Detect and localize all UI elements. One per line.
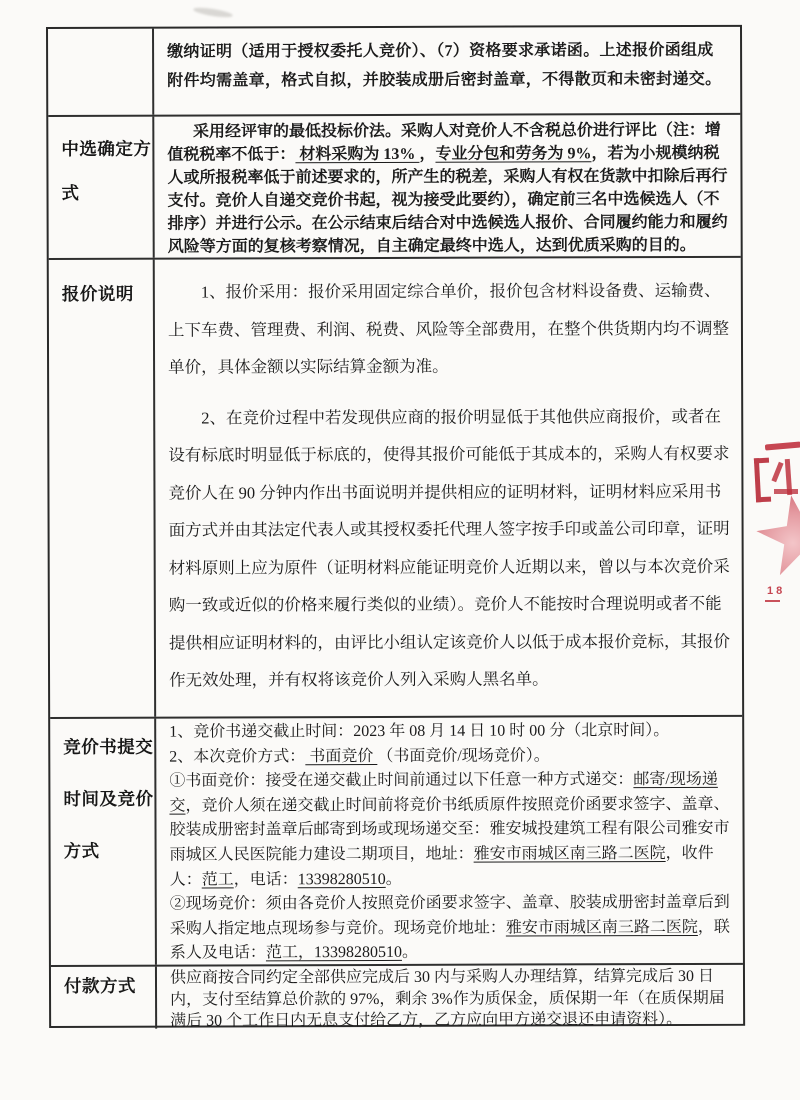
row-content-attachment-requirements	[154, 27, 740, 115]
table-row	[49, 256, 742, 717]
paragraph: 供应商按合同约定全部供应完成后 30 内与采购人办理结算，结算完成后 30 日内，支付至结算总价款的 97%，剩余 3%作为质保金，质保期一年（在质保期届满后 30 个工作日内无息支付给乙方，乙方应向甲方递交退还申请资料）。	[169, 967, 725, 1030]
row-content-submission-time-method	[156, 717, 743, 965]
row-label-quotation-notes: 报价说明	[49, 260, 156, 717]
stamp-bracket-mark	[754, 458, 771, 503]
table-row	[48, 27, 740, 115]
stamp-stroke	[774, 489, 798, 494]
row-content-selection-method	[154, 115, 740, 258]
paragraph: ①书面竞价：接受在递交截止时间前通过以下任意一种方式递交：邮寄/现场递交，竞价人须在递交截止时间前将竞价书纸质原件按照竞价函要求签字、盖章、胶装成册密封盖章后邮寄到场或现场递交至：雅安城投建筑工程有限公司雅安市雨城区人民医院能力建设二期项目，地址：雅安市雨城区南三路二医院，收件人：范工，电话：13398280510。	[169, 771, 730, 889]
row-content-quotation-notes	[155, 258, 742, 717]
stamp-stroke	[771, 462, 783, 482]
table-row	[48, 113, 740, 258]
red-stamp-fragment	[748, 435, 800, 615]
scan-smudge	[193, 6, 234, 19]
row-label-submission-time-method: 竞价书提交时间及竞价方式	[50, 719, 157, 965]
table-row	[50, 715, 743, 965]
row-content-payment-method	[157, 965, 743, 1029]
row-label-payment-method: 付款方式	[51, 967, 157, 1029]
paragraph: 2、本次竞价方式： 书面竞价 （书面竞价/现场竞价）。	[169, 747, 550, 766]
table-row	[51, 963, 743, 1029]
paragraph: 1、竞价书递交截止时间：2023 年 08 月 14 日 10 时 00 分（北京时间）。	[169, 722, 670, 741]
row-label-selection-method: 中选确定方式	[48, 117, 154, 258]
stamp-stroke	[765, 441, 800, 450]
paragraph: 缴纳证明（适用于授权委托人竞价）、（7）资格要求承诺函。上述报价函组成附件均需盖章，格式自拟，并胶装成册后密封盖章，不得散页和未密封递交。	[167, 41, 722, 90]
stamp-star-icon	[751, 490, 800, 585]
paragraph: 2、在竞价过程中若发现供应商的报价明显低于其他供应商报价，或者在设有标底时明显低于标底的，使得其报价可能低于其成本的，采购人有权要求竞价人在 90 分钟内作出书面说明并提供相应的证明材料，证明材料应采用书面方式并由其法定代表人或其授权委托代理人签字按手印或盖公司印章，证明材料原则上应为原件（证明材料应能证明竞价人近期以来，曾以与本次竞价采购一致或近似的价格来履行类似的业绩）。竞价人不能按时合理说明或者不能提供相应证明材料的，由评比小组认定该竞价人以低于成本报价竞标，其报价作无效处理，并有权将该竞价人列入采购人黑名单。	[168, 406, 730, 690]
paragraph: ②现场竞价：须由各竞价人按照竞价函要求签字、盖章、胶装成册密封盖章后到采购人指定地点现场参与竞价。现场竞价地址：雅安市雨城区南三路二医院，联系人及电话：范工，13398280510。	[169, 894, 730, 962]
row-label	[48, 29, 154, 115]
procurement-terms-table	[46, 25, 745, 1028]
paragraph: 1、报价采用：报价采用固定综合单价，报价包含材料设备费、运输费、上下车费、管理费、利润、税费、风险等全部费用，在整个供货期内均不调整单价，具体金额以实际结算金额为准。	[167, 280, 729, 377]
stamp-digits: 18	[767, 585, 786, 597]
paragraph: 采用经评审的最低投标价法。采购人对竞价人不含税总价进行评比（注：增值税税率不低于： 材料采购为 13% ，专业分包和劳务为 9%，若为小规模纳税人或所报税率低于前述要求的，所产生的税差，采购人有权在货款中扣除后再行支付。竞价人自递交竞价书起，视为接受此要约），确定前三名中选候选人（不排序）并进行公示。在公示结束后结合对中选候选人报价、合同履约能力和履约风险等方面的复核考察情况，自主确定最终中选人，达到优质采购的目的。	[167, 121, 728, 256]
stamp-underline-dash	[765, 600, 780, 602]
